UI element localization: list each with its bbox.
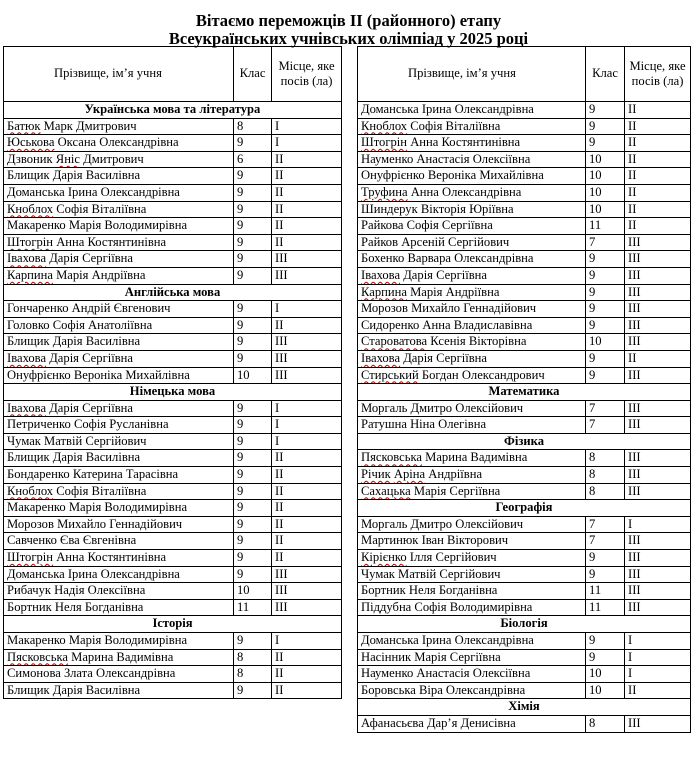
student-name: Штогрін Анна Костянтинівна	[358, 135, 586, 152]
student-place: ІІ	[272, 682, 342, 699]
student-class: 7	[586, 234, 625, 251]
subject-heading: Історія	[4, 616, 342, 633]
table-row	[358, 184, 691, 201]
table-row	[4, 566, 342, 583]
student-class: 10	[586, 168, 625, 185]
table-row	[358, 483, 691, 500]
student-class: 9	[586, 267, 625, 284]
student-class: 9	[234, 350, 272, 367]
student-class: 10	[586, 201, 625, 218]
subject-heading: Фізика	[358, 433, 691, 450]
student-class: 9	[586, 301, 625, 318]
student-place: ІІІ	[272, 599, 342, 616]
header-row	[358, 47, 691, 102]
student-class: 9	[234, 566, 272, 583]
subject-heading: Математика	[358, 384, 691, 401]
student-name: Карпина Марія Андріївна	[4, 267, 234, 284]
student-class: 7	[586, 400, 625, 417]
student-name: Блищик Дарія Василівна	[4, 168, 234, 185]
student-place: ІІ	[625, 151, 691, 168]
student-place: ІІ	[272, 450, 342, 467]
student-class: 9	[586, 118, 625, 135]
student-place: ІІІ	[625, 566, 691, 583]
student-place: ІІ	[625, 682, 691, 699]
student-class: 11	[586, 583, 625, 600]
student-name: Піддубна Софія Володимирівна	[358, 599, 586, 616]
subject-row	[358, 616, 691, 633]
student-place: ІІ	[625, 201, 691, 218]
right-results-table	[357, 46, 691, 733]
student-name: Сидоренко Анна Владиславівна	[358, 317, 586, 334]
subject-row	[4, 384, 342, 401]
student-name: Ратушна Ніна Олегівна	[358, 417, 586, 434]
student-place: ІІ	[272, 516, 342, 533]
student-class: 8	[234, 649, 272, 666]
student-class: 9	[586, 350, 625, 367]
student-name: Чумак Матвій Сергійович	[4, 433, 234, 450]
student-class: 9	[234, 184, 272, 201]
table-row	[358, 201, 691, 218]
student-place: ІІІ	[625, 334, 691, 351]
student-name: Райков Арсеній Сергійович	[358, 234, 586, 251]
student-class: 7	[586, 516, 625, 533]
student-place: ІІІ	[272, 583, 342, 600]
table-row	[4, 350, 342, 367]
table-row	[4, 151, 342, 168]
student-place: І	[272, 135, 342, 152]
student-class: 9	[234, 234, 272, 251]
student-class: 7	[586, 417, 625, 434]
subject-heading: Англійська мова	[4, 284, 342, 301]
student-name: Доманська Ірина Олександрівна	[4, 566, 234, 583]
table-row	[358, 218, 691, 235]
student-class: 9	[234, 467, 272, 484]
student-name: Бондаренко Катерина Тарасівна	[4, 467, 234, 484]
student-class: 10	[586, 151, 625, 168]
table-row	[358, 118, 691, 135]
student-place: ІІ	[272, 151, 342, 168]
student-class: 8	[234, 118, 272, 135]
student-place: ІІ	[625, 218, 691, 235]
table-row	[358, 251, 691, 268]
student-class: 9	[234, 483, 272, 500]
header-place: Місце, яке посів (ла)	[625, 47, 691, 102]
table-row	[4, 184, 342, 201]
student-class: 9	[234, 334, 272, 351]
table-row	[358, 450, 691, 467]
table-row	[4, 682, 342, 699]
student-place: ІІ	[272, 201, 342, 218]
student-class: 9	[234, 633, 272, 650]
header-place: Місце, яке посів (ла)	[272, 47, 342, 102]
subject-heading: Географія	[358, 500, 691, 517]
table-row	[4, 301, 342, 318]
student-name: Бортник Неля Богданівна	[358, 583, 586, 600]
table-row	[358, 284, 691, 301]
student-place: ІІ	[625, 350, 691, 367]
student-place: ІІ	[272, 184, 342, 201]
student-name: Пясковська Марина Вадимівна	[358, 450, 586, 467]
student-class: 9	[234, 317, 272, 334]
student-class: 9	[234, 251, 272, 268]
student-class: 9	[586, 317, 625, 334]
student-place: І	[625, 516, 691, 533]
table-row	[358, 334, 691, 351]
student-place: ІІІ	[625, 583, 691, 600]
subject-heading: Хімія	[358, 699, 691, 716]
table-row	[4, 317, 342, 334]
subject-heading: Біологія	[358, 616, 691, 633]
table-row	[358, 135, 691, 152]
table-row	[358, 151, 691, 168]
student-class: 10	[586, 184, 625, 201]
table-row	[4, 550, 342, 567]
table-row	[358, 168, 691, 185]
subject-row	[4, 102, 342, 119]
student-class: 9	[234, 201, 272, 218]
student-place: ІІ	[272, 533, 342, 550]
table-row	[358, 599, 691, 616]
student-name: Науменко Анастасія Олексіївна	[358, 666, 586, 683]
student-name: Макаренко Марія Володимирівна	[4, 218, 234, 235]
table-row	[4, 516, 342, 533]
student-place: ІІІ	[272, 350, 342, 367]
subject-row	[358, 384, 691, 401]
header-name: Прізвище, ім’я учня	[4, 47, 234, 102]
student-name: Доманська Ірина Олександрівна	[358, 102, 586, 119]
student-name: Кноблох Софія Віталіївна	[4, 483, 234, 500]
student-class: 9	[586, 367, 625, 384]
table-row	[4, 168, 342, 185]
left-table-body	[4, 102, 342, 699]
table-row	[4, 649, 342, 666]
student-class: 9	[586, 284, 625, 301]
student-name: Івахова Дарія Сергіївна	[358, 267, 586, 284]
table-row	[358, 400, 691, 417]
table-row	[4, 267, 342, 284]
student-class: 11	[586, 599, 625, 616]
table-row	[358, 317, 691, 334]
student-class: 9	[234, 450, 272, 467]
student-name: Афанасьєва Дар’я Денисівна	[358, 715, 586, 732]
header-row	[4, 47, 342, 102]
student-name: Штогрін Анна Костянтинівна	[4, 550, 234, 567]
student-name: Боровська Віра Олександрівна	[358, 682, 586, 699]
subject-row	[4, 284, 342, 301]
student-name: Карпина Марія Андріївна	[358, 284, 586, 301]
student-place: ІІІ	[625, 417, 691, 434]
student-name: Івахова Дарія Сергіївна	[4, 350, 234, 367]
student-place: ІІІ	[625, 400, 691, 417]
student-name: Насінник Марія Сергіївна	[358, 649, 586, 666]
left-results-table	[3, 46, 342, 699]
page-title: Вітаємо переможців ІІ (районного) етапу	[195, 11, 502, 30]
table-row	[4, 234, 342, 251]
student-place: ІІ	[272, 550, 342, 567]
student-name: Блищик Дарія Василівна	[4, 682, 234, 699]
student-name: Макаренко Марія Володимирівна	[4, 500, 234, 517]
student-place: ІІ	[272, 649, 342, 666]
table-row	[4, 367, 342, 384]
student-place: ІІ	[272, 317, 342, 334]
table-row	[4, 583, 342, 600]
table-row	[358, 267, 691, 284]
student-place: ІІІ	[272, 566, 342, 583]
subject-row	[358, 433, 691, 450]
table-row	[4, 334, 342, 351]
student-place: ІІІ	[625, 284, 691, 301]
student-class: 9	[234, 267, 272, 284]
student-name: Сахацька Марія Сергіївна	[358, 483, 586, 500]
student-name: Моргаль Дмитро Олексійович	[358, 516, 586, 533]
table-row	[4, 417, 342, 434]
header-name: Прізвище, ім’я учня	[358, 47, 586, 102]
table-row	[358, 682, 691, 699]
student-place: ІІ	[272, 218, 342, 235]
table-row	[4, 483, 342, 500]
student-name: Староватова Ксенія Вікторівна	[358, 334, 586, 351]
student-class: 9	[234, 135, 272, 152]
student-name: Івахова Дарія Сергіївна	[358, 350, 586, 367]
student-name: Кноблох Софія Віталіївна	[358, 118, 586, 135]
table-row	[4, 467, 342, 484]
student-name: Моргаль Дмитро Олексійович	[358, 400, 586, 417]
student-name: Стирський Богдан Олександрович	[358, 367, 586, 384]
student-place: ІІІ	[272, 334, 342, 351]
student-place: ІІІ	[625, 234, 691, 251]
student-name: Петриченко Софія Русланівна	[4, 417, 234, 434]
subject-heading: Українська мова та література	[4, 102, 342, 119]
student-name: Онуфрієнко Вероніка Михайлівна	[4, 367, 234, 384]
table-row	[358, 666, 691, 683]
student-class: 9	[234, 433, 272, 450]
student-class: 8	[234, 666, 272, 683]
student-place: ІІІ	[625, 301, 691, 318]
student-class: 11	[586, 218, 625, 235]
student-class: 9	[586, 102, 625, 119]
student-name: Доманська Ірина Олександрівна	[4, 184, 234, 201]
student-place: ІІІ	[625, 251, 691, 268]
student-place: І	[625, 649, 691, 666]
student-name: Кноблох Софія Віталіївна	[4, 201, 234, 218]
table-row	[358, 715, 691, 732]
page-subtitle: Всеукраїнських учнівських олімпіад у 2025 році	[168, 29, 529, 48]
table-row	[4, 218, 342, 235]
student-name: Мартинюк Іван Вікторович	[358, 533, 586, 550]
table-row	[358, 633, 691, 650]
student-place: І	[272, 417, 342, 434]
header-class: Клас	[234, 47, 272, 102]
student-name: Гончаренко Андрій Євгенович	[4, 301, 234, 318]
student-place: ІІІ	[625, 483, 691, 500]
student-place: ІІІ	[625, 367, 691, 384]
student-class: 9	[586, 550, 625, 567]
student-place: ІІІ	[272, 267, 342, 284]
student-place: ІІ	[272, 467, 342, 484]
student-place: ІІІ	[625, 450, 691, 467]
subject-heading: Німецька мова	[4, 384, 342, 401]
student-class: 10	[586, 666, 625, 683]
table-row	[4, 666, 342, 683]
student-place: ІІІ	[625, 467, 691, 484]
student-name: Рибачук Надія Олексіївна	[4, 583, 234, 600]
student-place: ІІ	[272, 666, 342, 683]
student-class: 8	[586, 450, 625, 467]
table-row	[4, 118, 342, 135]
student-place: ІІІ	[625, 599, 691, 616]
subject-row	[4, 616, 342, 633]
student-name: Морозов Михайло Геннадійович	[358, 301, 586, 318]
student-class: 9	[234, 500, 272, 517]
student-place: ІІІ	[625, 317, 691, 334]
student-class: 9	[234, 550, 272, 567]
student-class: 9	[234, 301, 272, 318]
table-row	[4, 599, 342, 616]
student-class: 11	[234, 599, 272, 616]
table-row	[4, 633, 342, 650]
table-row	[4, 450, 342, 467]
student-name: Науменко Анастасія Олексіївна	[358, 151, 586, 168]
student-name: Кірієнко Ілля Сергійович	[358, 550, 586, 567]
student-place: ІІІ	[625, 267, 691, 284]
table-row	[4, 251, 342, 268]
student-class: 10	[234, 367, 272, 384]
table-row	[358, 583, 691, 600]
student-place: І	[272, 633, 342, 650]
student-name: Райкова Софія Сергіївна	[358, 218, 586, 235]
student-name: Макаренко Марія Володимирівна	[4, 633, 234, 650]
student-class: 7	[586, 533, 625, 550]
subject-row	[358, 500, 691, 517]
table-row	[358, 301, 691, 318]
table-row	[358, 533, 691, 550]
student-place: ІІ	[272, 234, 342, 251]
table-row	[358, 516, 691, 533]
table-row	[358, 234, 691, 251]
student-place: ІІ	[625, 118, 691, 135]
table-row	[4, 433, 342, 450]
student-name: Онуфрієнко Вероніка Михайлівна	[358, 168, 586, 185]
table-row	[4, 201, 342, 218]
student-name: Шиндерук Вікторія Юріївна	[358, 201, 586, 218]
header-class: Клас	[586, 47, 625, 102]
student-class: 10	[586, 682, 625, 699]
table-row	[358, 417, 691, 434]
student-class: 10	[586, 334, 625, 351]
student-place: ІІ	[625, 135, 691, 152]
student-name: Блищик Дарія Василівна	[4, 334, 234, 351]
student-name: Дзвоник Яніс Дмитрович	[4, 151, 234, 168]
student-name: Бортник Неля Богданівна	[4, 599, 234, 616]
student-class: 10	[234, 583, 272, 600]
student-class: 9	[586, 135, 625, 152]
table-row	[4, 533, 342, 550]
student-place: І	[272, 301, 342, 318]
student-name: Доманська Ірина Олександрівна	[358, 633, 586, 650]
student-place: ІІІ	[272, 251, 342, 268]
student-place: І	[625, 666, 691, 683]
student-class: 9	[586, 566, 625, 583]
table-row	[358, 467, 691, 484]
student-name: Чумак Матвій Сергійович	[358, 566, 586, 583]
student-place: ІІ	[625, 168, 691, 185]
student-name: Івахова Дарія Сергіївна	[4, 400, 234, 417]
student-place: І	[272, 118, 342, 135]
subject-row	[358, 699, 691, 716]
table-row	[358, 566, 691, 583]
student-place: І	[272, 433, 342, 450]
table-row	[358, 649, 691, 666]
student-class: 6	[234, 151, 272, 168]
student-name: Блищик Дарія Василівна	[4, 450, 234, 467]
student-place: ІІІ	[625, 550, 691, 567]
student-name: Пясковська Марина Вадимівна	[4, 649, 234, 666]
student-name: Івахова Дарія Сергіївна	[4, 251, 234, 268]
table-row	[4, 135, 342, 152]
student-place: ІІ	[625, 184, 691, 201]
student-name: Юськова Оксана Олександрівна	[4, 135, 234, 152]
student-name: Головко Софія Анатоліївна	[4, 317, 234, 334]
student-class: 8	[586, 715, 625, 732]
student-class: 9	[234, 417, 272, 434]
table-row	[358, 550, 691, 567]
table-row	[358, 102, 691, 119]
table-row	[4, 400, 342, 417]
student-class: 9	[586, 633, 625, 650]
student-class: 9	[234, 533, 272, 550]
student-class: 8	[586, 467, 625, 484]
student-name: Бохенко Варвара Олександрівна	[358, 251, 586, 268]
student-place: ІІІ	[625, 715, 691, 732]
student-name: Савченко Єва Євгенівна	[4, 533, 234, 550]
student-name: Батюк Марк Дмитрович	[4, 118, 234, 135]
student-name: Річик Аріна Андріївна	[358, 467, 586, 484]
table-row	[4, 500, 342, 517]
student-class: 9	[234, 218, 272, 235]
student-place: ІІІ	[272, 367, 342, 384]
student-place: ІІ	[625, 102, 691, 119]
student-place: ІІ	[272, 500, 342, 517]
table-row	[358, 350, 691, 367]
student-class: 9	[586, 649, 625, 666]
student-name: Симонова Злата Олександрівна	[4, 666, 234, 683]
student-place: ІІ	[272, 483, 342, 500]
student-class: 9	[234, 168, 272, 185]
student-place: ІІІ	[625, 533, 691, 550]
student-class: 9	[234, 682, 272, 699]
student-place: І	[272, 400, 342, 417]
student-name: Штогрін Анна Костянтинівна	[4, 234, 234, 251]
student-class: 9	[234, 400, 272, 417]
student-class: 9	[586, 251, 625, 268]
student-place: І	[625, 633, 691, 650]
student-name: Труфина Анна Олександрівна	[358, 184, 586, 201]
student-place: ІІ	[272, 168, 342, 185]
student-name: Морозов Михайло Геннадійович	[4, 516, 234, 533]
student-class: 9	[234, 516, 272, 533]
student-class: 8	[586, 483, 625, 500]
table-row	[358, 367, 691, 384]
right-table-body	[358, 102, 691, 733]
